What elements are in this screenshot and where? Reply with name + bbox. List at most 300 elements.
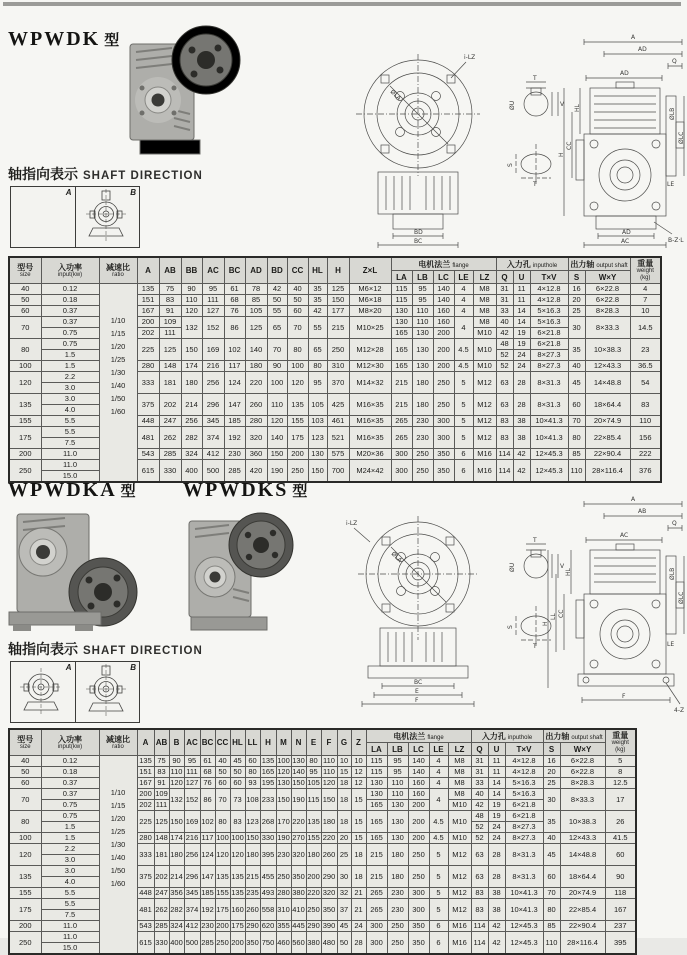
dim-cell: 230 <box>412 416 433 427</box>
dim-cell: 80 <box>245 767 260 778</box>
weight-cell: 41.5 <box>605 833 636 844</box>
input-power-cell: 11.0 <box>41 921 99 932</box>
col-header: AB <box>154 729 169 756</box>
shaft-direction-en: SHAFT DIRECTION <box>83 645 203 657</box>
weight-cell: 4 <box>630 284 661 295</box>
dim-label: AD <box>622 229 631 236</box>
dim-label: BC <box>414 679 423 686</box>
dim-cell: 115 <box>391 284 412 295</box>
dim-cell: 230 <box>387 888 408 899</box>
dimension-drawing-wpwdka <box>338 478 687 726</box>
product-photo-wpwdk <box>110 18 242 166</box>
dim-cell: 4 <box>454 284 473 295</box>
dim-cell: 115 <box>306 789 321 811</box>
dim-cell: 24 <box>488 833 505 844</box>
dim-cell: 8×31.3 <box>530 372 568 394</box>
dim-cell: 70 <box>568 416 585 427</box>
dim-cell: 6 <box>454 460 473 483</box>
col-header: F <box>321 729 337 756</box>
dim-cell: 135 <box>137 756 154 767</box>
dim-cell: 33 <box>496 306 513 317</box>
dim-cell: 247 <box>155 888 168 897</box>
dim-cell: 114 <box>471 921 488 932</box>
dim-cell: 320 <box>245 427 267 449</box>
dim-cell: 4 <box>454 306 473 317</box>
dim-cell: 155 <box>287 416 308 427</box>
dim-cell: 28×116.4 <box>560 932 605 955</box>
dim-cell: 167 <box>137 778 154 789</box>
dim-cell: 110 <box>412 306 433 317</box>
dim-label: AB <box>638 508 647 515</box>
dim-cell: 250 <box>306 899 321 921</box>
dim-cell: 380 <box>306 932 321 955</box>
dim-cell: 230 <box>201 921 214 930</box>
dim-cell: 109 111 <box>159 317 181 339</box>
dim-cell: 80 <box>308 361 327 372</box>
zxl-cell: M20×36 <box>349 449 391 460</box>
dim-cell: 250 <box>408 866 429 888</box>
dim-label: BC <box>414 238 423 245</box>
dim-cell: 40 <box>215 756 230 767</box>
size-cell: 80 <box>9 339 41 361</box>
dim-cell: 42 <box>488 921 505 932</box>
dim-cell: 333 <box>137 372 159 394</box>
dim-cell: 160 200 <box>433 317 454 339</box>
dim-cell: 80 <box>215 811 230 833</box>
dim-cell: 370 <box>327 372 349 394</box>
size-cell: 250 <box>9 932 41 955</box>
dim-cell: 83 <box>154 767 169 778</box>
input-power-cell: 11.0 15.0 <box>41 460 99 483</box>
dim-cell: 260 <box>245 899 260 921</box>
dim-cell: 174 <box>170 833 183 842</box>
dim-label: i-LZ <box>346 520 358 527</box>
dim-cell: 300 <box>433 416 454 427</box>
shaft-direction-cell-a <box>11 187 76 247</box>
dim-cell: 160 <box>433 306 454 317</box>
dim-cell: M8 <box>448 778 471 789</box>
shaft-direction-zh: 轴指向表示 <box>8 641 78 657</box>
dim-cell: 180 <box>306 844 321 866</box>
dim-cell: 111 <box>184 767 200 778</box>
dim-cell: 262 <box>159 427 181 449</box>
dim-cell: 310 <box>327 361 349 372</box>
dim-cell: 38 <box>488 888 505 899</box>
col-header: M <box>276 729 291 756</box>
dim-cell: 215 <box>391 394 412 416</box>
input-power-cell: 0.18 <box>41 295 99 306</box>
dim-cell: 10 <box>337 756 351 767</box>
dim-cell: M16 <box>448 921 471 932</box>
col-header: W×Y <box>585 271 630 284</box>
size-cell: 40 <box>9 756 41 767</box>
dim-cell: 8×31.3 <box>505 866 543 888</box>
dim-cell: 40 42 <box>471 789 488 811</box>
dim-cell: 12×45.3 <box>505 921 543 932</box>
dim-cell: 135 <box>230 866 245 888</box>
dim-cell: 130 <box>387 811 408 833</box>
dim-cell: 24 <box>513 361 530 372</box>
dim-cell: 135 <box>287 394 308 416</box>
dim-cell: 120 <box>267 416 287 427</box>
dim-cell: 170 <box>276 811 291 833</box>
dim-cell: 8×27.3 <box>505 833 543 844</box>
dim-cell: 150 <box>308 460 327 483</box>
dim-cell: 4.5 <box>429 811 448 833</box>
size-cell: 155 <box>9 416 41 427</box>
dim-cell: 61 <box>224 284 245 295</box>
dim-cell: 150 <box>276 789 291 811</box>
dim-cell: 10×41.3 <box>530 416 568 427</box>
dim-cell: 4 <box>429 756 448 767</box>
dim-cell: 110 <box>321 756 337 767</box>
dim-cell: 256 <box>202 372 224 394</box>
dim-cell: 300 <box>408 899 429 921</box>
dim-cell: 350 <box>408 932 429 955</box>
dim-cell: 25 <box>568 306 585 317</box>
col-header: BC <box>224 257 245 284</box>
dim-cell: 108 <box>245 789 260 811</box>
dim-cell: 250 <box>287 460 308 483</box>
dim-cell: M12 <box>448 844 471 866</box>
dim-cell: 11 <box>488 756 505 767</box>
dim-label: S <box>507 625 514 629</box>
dim-cell: 76 <box>200 778 215 789</box>
dim-cell: 111 <box>202 295 224 306</box>
col-header: T×V <box>530 271 568 284</box>
dim-cell: 152 <box>202 317 224 339</box>
dim-label: ØLA <box>388 88 403 103</box>
dim-cell: 6 <box>429 932 448 955</box>
dim-cell: 35 <box>568 339 585 361</box>
dim-cell: 63 <box>471 866 488 888</box>
dim-cell: 100 <box>277 756 290 765</box>
dim-cell: 300 <box>391 449 412 460</box>
dim-cell: 95 <box>202 284 224 295</box>
dim-cell: 70 <box>215 789 230 811</box>
dim-cell: 50 <box>230 767 245 778</box>
dim-cell: 230 <box>387 899 408 921</box>
dim-cell: 30 <box>568 317 585 339</box>
dim-cell: 130 <box>366 778 387 789</box>
dim-cell: 124 <box>224 372 245 394</box>
input-power-cell: 5.5 <box>41 888 99 899</box>
dim-cell: 42 <box>513 449 530 460</box>
dim-cell: 225 <box>137 339 159 361</box>
dim-cell: 83 <box>471 888 488 899</box>
dim-cell: 117 <box>224 361 245 372</box>
dim-cell: 18 <box>351 844 366 866</box>
dim-cell: 63 <box>471 844 488 866</box>
dim-cell: 22×85.4 <box>585 427 630 449</box>
dim-cell: 220 <box>307 888 320 897</box>
shaft-direction-cell-a <box>11 662 76 722</box>
dim-cell: 33 <box>471 778 488 789</box>
dim-cell: 90 <box>169 756 184 767</box>
dim-cell: 256 <box>181 416 202 427</box>
dim-cell: 8×31.3 <box>505 844 543 866</box>
dim-cell: M10 <box>473 339 496 361</box>
dim-cell: 260 <box>245 394 267 416</box>
size-cell: 155 <box>9 888 41 899</box>
series-title-suffix: 型 <box>104 33 120 49</box>
dim-cell: 135 <box>215 866 230 888</box>
dim-cell: 350 <box>433 460 454 483</box>
dim-label: HL <box>574 104 581 112</box>
dim-cell: 5 <box>429 899 448 921</box>
zxl-cell: M8×20 <box>349 306 391 317</box>
dim-cell: M12 <box>448 899 471 921</box>
shaft-direction-cell-b <box>76 187 140 247</box>
dim-cell: 412 <box>185 921 199 930</box>
dim-cell: 6×22.8 <box>585 284 630 295</box>
table-row <box>9 284 661 295</box>
dim-cell: M8 <box>473 295 496 306</box>
dim-cell: 42 <box>488 932 505 955</box>
weight-cell: 14.5 <box>630 317 661 339</box>
dim-label: ØLA <box>389 550 404 565</box>
dim-cell: 140 <box>408 767 429 778</box>
dim-cell: 192 <box>200 899 215 921</box>
dim-label: A <box>631 34 636 41</box>
dim-cell: 250 <box>327 339 349 361</box>
gearbox-front-icon <box>11 662 73 720</box>
dim-cell: 38 <box>513 427 530 449</box>
dim-label: T <box>533 75 537 82</box>
col-header: AC <box>184 729 200 756</box>
dim-cell: 48 52 <box>496 339 513 361</box>
dim-cell: 100 <box>216 833 229 842</box>
col-header: G <box>337 729 351 756</box>
dim-labels <box>346 496 685 714</box>
wpwdka-wpwdks-dimension-table <box>8 728 637 955</box>
input-power-cell: 2.2 3.0 <box>41 844 99 866</box>
dim-cell: 268 <box>260 811 276 833</box>
dim-cell: 135 <box>137 284 159 295</box>
dim-cell: M16 <box>473 449 496 460</box>
dim-cell: 180 <box>245 361 267 372</box>
dim-cell: 8×33.3 <box>560 789 605 811</box>
dim-cell: 200 <box>306 866 321 888</box>
dim-cell: 83 <box>159 295 181 306</box>
size-cell: 70 <box>9 317 41 339</box>
dim-cell: 93 <box>245 778 260 789</box>
dim-cell: 460 <box>276 932 291 955</box>
dim-cell: 5×16.3 <box>530 306 568 317</box>
size-cell: 135 <box>9 866 41 888</box>
weight-cell: 54 <box>630 372 661 394</box>
dim-cell: 155 <box>216 888 229 897</box>
dim-cell: 80 <box>306 756 321 767</box>
dim-cell: 355 <box>277 921 290 930</box>
dim-cell: 350 <box>291 866 306 888</box>
dim-cell: 83 <box>496 416 513 427</box>
dim-cell: 174 <box>181 361 202 372</box>
dim-cell: 70 <box>543 888 560 899</box>
weight-cell: 60 <box>605 844 636 866</box>
weight-cell: 10 <box>630 306 661 317</box>
shaft-direction-heading-1 <box>8 164 203 184</box>
col-header: H <box>327 257 349 284</box>
dim-cell: 448 <box>137 416 159 427</box>
shaft-direction-zh: 轴指向表示 <box>8 166 78 182</box>
zxl-cell: M16×35 <box>349 394 391 416</box>
col-header: Q <box>496 271 513 284</box>
dim-cell: 200 <box>216 921 229 930</box>
dim-cell: 175 <box>287 427 308 449</box>
dim-cell: 114 <box>496 449 513 460</box>
dim-cell: 5 <box>454 427 473 449</box>
dim-cell: 480 <box>321 932 337 955</box>
col-header: H <box>260 729 276 756</box>
dim-cell: 140 <box>292 767 305 776</box>
col-header: AB <box>159 257 181 284</box>
dim-cell: 345 <box>202 416 224 427</box>
dim-cell: 6×21.8 8×27.3 <box>530 339 568 361</box>
dim-cell: 78 <box>245 284 267 295</box>
series-title-wpwdks <box>183 479 307 502</box>
size-cell: 50 <box>9 295 41 306</box>
dim-cell: 120 <box>181 306 202 317</box>
dim-cell: 140 <box>433 284 454 295</box>
shaft-direction-en: SHAFT DIRECTION <box>83 170 203 182</box>
dim-cell: 110 <box>387 778 408 789</box>
dim-cell: 216 <box>185 833 199 842</box>
dim-label: LL <box>550 613 557 620</box>
dim-cell: 180 <box>245 844 260 866</box>
dim-cell: 55 <box>308 317 327 339</box>
dim-cell: 250 <box>387 932 408 955</box>
dim-cell: 125 <box>159 339 181 361</box>
dim-cell: 169 <box>184 811 200 833</box>
dim-cell: 214 <box>181 394 202 416</box>
dim-cell: 31 <box>471 767 488 778</box>
dim-cell: 445 <box>292 921 305 930</box>
dim-cell: 60 <box>287 306 308 317</box>
dim-cell: 40 42 <box>496 317 513 339</box>
dim-cell: 110 <box>170 767 183 776</box>
series-title-text: WPWDK <box>8 28 101 50</box>
dim-cell: 285 <box>159 449 181 460</box>
dim-cell: 324 <box>170 921 183 930</box>
dim-cell: 330 <box>261 833 275 842</box>
dimension-drawing-wpwdk <box>338 12 687 252</box>
dim-cell: 180 <box>181 372 202 394</box>
dim-cell: 165 <box>366 811 387 833</box>
dim-cell: 14×48.8 <box>585 372 630 394</box>
dim-cell: M12 <box>473 394 496 416</box>
dim-label: T <box>533 181 537 188</box>
dim-cell: 220 <box>245 372 267 394</box>
dim-cell: 165 <box>391 361 412 372</box>
dim-cell: 5 <box>454 372 473 394</box>
dim-cell: 50 <box>267 295 287 306</box>
dim-cell: 14 <box>488 778 505 789</box>
dim-cell: 6×22.8 <box>560 767 605 778</box>
dim-cell: 4 <box>429 778 448 789</box>
dim-cell: 425 <box>327 394 349 416</box>
dim-label: F <box>415 697 419 704</box>
dim-cell: 127 <box>185 778 199 787</box>
input-power-cell: 0.37 0.75 <box>41 789 99 811</box>
dim-cell: 282 <box>169 899 184 921</box>
dim-cell: 22×90.4 <box>560 921 605 932</box>
col-header: E <box>306 729 321 756</box>
dim-cell: 130 <box>412 361 433 372</box>
dim-cell: 35 <box>308 295 327 306</box>
zxl-cell: M10×25 <box>349 317 391 339</box>
dim-cell: 615 <box>137 460 159 483</box>
dim-cell: 15 <box>351 789 366 811</box>
dim-cell: 320 <box>322 888 336 897</box>
size-cell: 70 <box>9 789 41 811</box>
weight-cell: 118 <box>605 888 636 899</box>
dim-cell: 22×85.4 <box>560 899 605 921</box>
shaft-direction-heading-2 <box>8 639 203 659</box>
spec-table <box>8 256 662 483</box>
dim-cell: 100 <box>287 361 308 372</box>
dim-cell: 125 <box>154 811 169 833</box>
dim-cell: 5 <box>454 394 473 416</box>
dim-cell: 345 <box>185 888 199 897</box>
dim-cell: M10 <box>448 811 471 833</box>
dim-cell: 45 <box>230 756 245 767</box>
dim-cell: 68 <box>224 295 245 306</box>
dim-cell: 110 <box>568 460 585 483</box>
dim-label: i-LZ <box>464 54 476 61</box>
dim-cell: 195 <box>261 778 275 787</box>
col-header: AD <box>245 257 267 284</box>
col-header: LZ <box>473 271 496 284</box>
dim-cell: 117 <box>201 833 214 842</box>
col-header: S <box>543 743 560 756</box>
dim-cell: 28 <box>513 372 530 394</box>
weight-cell: 237 <box>605 921 636 932</box>
dim-label: AD <box>638 46 647 53</box>
col-header: LB <box>412 271 433 284</box>
dim-cell: 262 <box>154 899 169 921</box>
dim-cell: 615 <box>137 932 154 955</box>
dim-cell: 575 <box>327 449 349 460</box>
dim-cell: 18 <box>337 778 351 789</box>
dim-cell: 700 <box>327 460 349 483</box>
dim-cell: 70 <box>287 317 308 339</box>
dim-cell: 60 <box>543 866 560 888</box>
dim-cell: 18×64.4 <box>585 394 630 416</box>
col-header: T×V <box>505 743 543 756</box>
dim-cell: 55 <box>267 306 287 317</box>
col-header: BB <box>181 257 202 284</box>
dim-cell: 38 <box>488 899 505 921</box>
dim-cell: 115 <box>391 295 412 306</box>
dim-cell: 285 <box>155 921 168 930</box>
dim-cell: 560 <box>291 932 306 955</box>
dim-cell: 180 <box>412 394 433 416</box>
dim-cell: 110 130 <box>412 317 433 339</box>
dim-cell: 374 <box>184 899 200 921</box>
dim-label: S <box>507 163 514 167</box>
dim-cell: 360 <box>245 449 267 460</box>
dim-cell: 120 <box>215 844 230 866</box>
input-power-cell: 11.0 <box>41 449 99 460</box>
dim-cell: 80 <box>543 899 560 921</box>
col-header: Z <box>351 729 366 756</box>
dim-cell: 200 <box>408 811 429 833</box>
dim-cell: 109 111 <box>155 789 168 809</box>
dim-cell: 521 <box>327 427 349 449</box>
input-power-cell: 3.0 4.0 <box>41 394 99 416</box>
ratio-cell: 1/10 1/15 1/20 1/25 1/30 1/40 1/50 1/60 <box>99 284 137 483</box>
